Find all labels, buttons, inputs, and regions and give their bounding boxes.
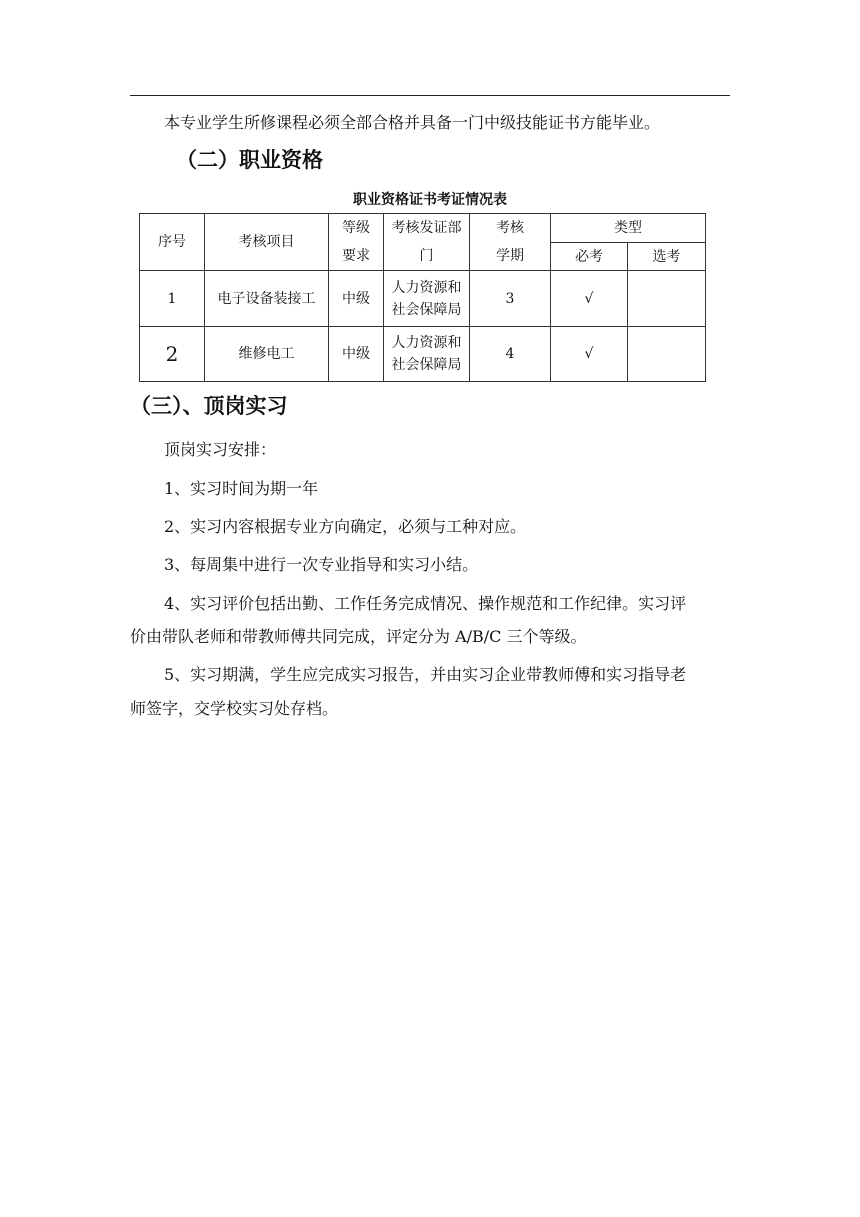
internship-item-5-line2: 师签字，交学校实习处存档。 [130,699,339,718]
header-dept [384,214,470,271]
header-level-line2: 要求 [342,248,370,264]
internship-item-5-line1: 5、实习期满，学生应完成实习报告，并由实习企业带教师傅和实习指导老 [164,665,687,684]
row-term: 3 [470,271,551,327]
table-header-row [140,214,706,243]
graduation-requirement-text: 本专业学生所修课程必须全部合格并具备一门中级技能证书方能毕业。 [164,113,661,132]
header-seq: 序号 [140,214,205,271]
table-row [140,327,706,382]
header-dept-line2: 门 [419,248,434,264]
internship-heading: 顶岗实习安排： [164,440,277,459]
row-seq: 1 [140,271,205,327]
section-title-qualification: （二）职业资格 [176,148,323,172]
header-rule [130,95,730,96]
row-item: 维修电工 [205,327,329,382]
internship-item-1: 1、实习时间为期一年 [164,479,319,498]
header-term-line1: 考核 [496,220,524,236]
header-required: 必考 [551,243,628,271]
row-term: 4 [470,327,551,382]
row-level: 中级 [329,271,384,327]
row-item: 电子设备装接工 [205,271,329,327]
internship-item-3: 3、每周集中进行一次专业指导和实习小结。 [164,555,479,574]
row-dept [384,271,470,327]
table-row [140,271,706,327]
header-type: 类型 [551,214,706,243]
row-dept-line2: 社会保障局 [391,301,462,318]
section-title-internship: （三）、顶岗实习 [130,394,288,418]
header-term-line2: 学期 [496,248,524,264]
header-dept-line1: 考核发证部 [391,220,462,236]
row-dept [384,327,470,382]
header-optional: 选考 [628,243,706,271]
row-required-check: √ [551,271,628,327]
internship-item-4-line2: 价由带队老师和带教师傅共同完成，评定分为 A/B/C 三个等级。 [130,627,587,646]
row-level: 中级 [329,327,384,382]
header-level [329,214,384,271]
internship-item-4-line1: 4、实习评价包括出勤、工作任务完成情况、操作规范和工作纪律。实习评 [164,594,687,613]
certificate-table [139,213,706,382]
row-seq: 2 [140,327,205,382]
header-level-line1: 等级 [342,220,370,236]
table-caption: 职业资格证书考证情况表 [353,192,507,208]
internship-item-2: 2、实习内容根据专业方向确定，必须与工种对应。 [164,517,527,536]
header-term [470,214,551,271]
header-item: 考核项目 [205,214,329,271]
row-required-check: √ [551,327,628,382]
row-dept-line2: 社会保障局 [391,357,462,373]
row-dept-line1: 人力资源和 [391,279,462,296]
row-optional [628,327,706,382]
row-optional [628,271,706,327]
row-dept-line1: 人力资源和 [391,335,462,351]
